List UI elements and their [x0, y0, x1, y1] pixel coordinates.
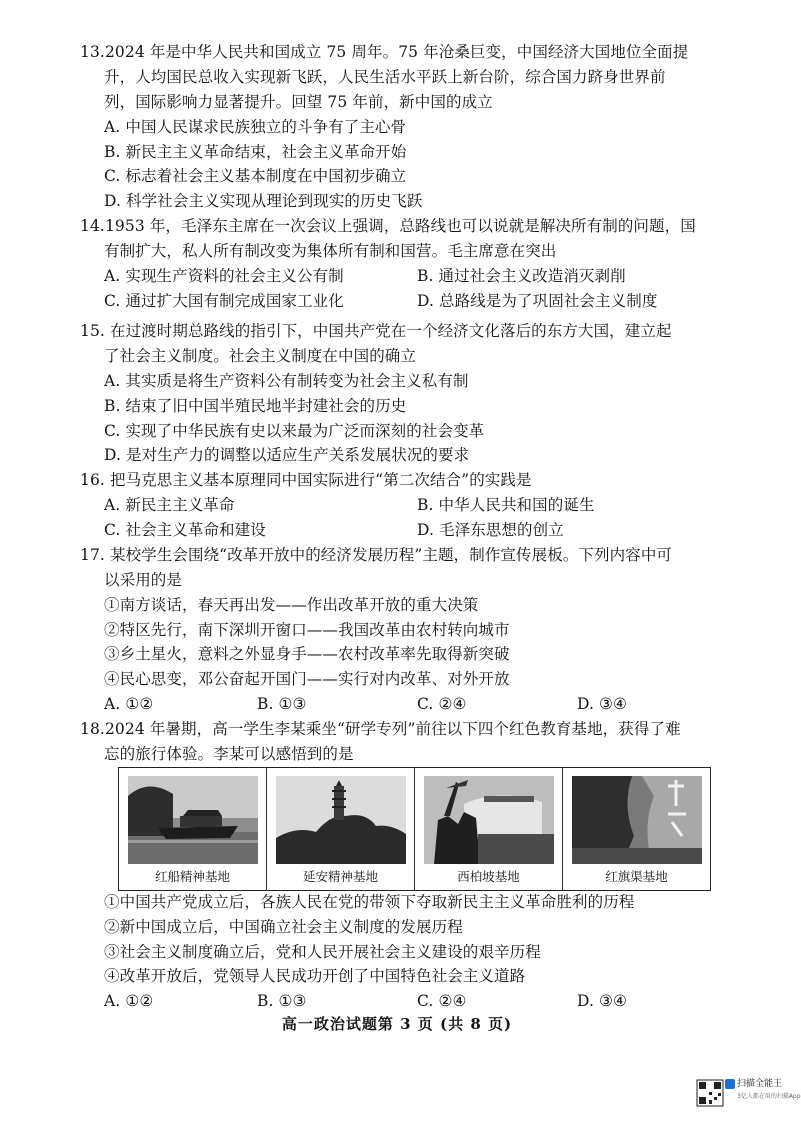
option-a: A. ①②: [104, 695, 154, 713]
photo-caption: 红船精神基地: [154, 869, 230, 884]
statement-item: ②新中国成立后，中国确立社会主义制度的发展历程: [104, 918, 463, 936]
option-b: B. 新民主主义革命结束，社会主义革命开始: [104, 143, 407, 161]
yanan-pagoda-photo-icon: [276, 776, 406, 864]
option-b: B. 中华人民共和国的诞生: [417, 496, 595, 514]
option-row: [104, 692, 704, 716]
option-d: D. ③④: [577, 695, 628, 713]
question-text: 列，国际影响力显著提升。回望 75 年前，新中国的成立: [104, 93, 493, 111]
option-c: C. 社会主义革命和建设: [104, 521, 266, 539]
option-a: A. 中国人民谋求民族独立的斗争有了主心骨: [104, 118, 407, 136]
option-d: D. ③④: [577, 992, 628, 1010]
option-c: C. 标志着社会主义基本制度在中国初步确立: [104, 167, 407, 185]
photo-red-boat: [119, 768, 267, 890]
question-text: 以采用的是: [104, 571, 183, 589]
option-c: C. 通过扩大国有制完成国家工业化: [104, 292, 344, 310]
hongqiqu-cliff-photo-icon: [572, 776, 702, 864]
option-b: B. 通过社会主义改造消灭剥削: [417, 267, 626, 285]
statement-item: ①中国共产党成立后，各族人民在党的带领下夺取新民主主义革命胜利的历程: [104, 893, 635, 911]
question-text: 了社会主义制度。社会主义制度在中国的确立: [104, 347, 417, 365]
option-c: C. ②④: [417, 992, 467, 1010]
question-text: 16. 把马克思主义基本原理同中国实际进行“第二次结合”的实践是: [80, 471, 532, 489]
option-c: C. ②④: [417, 695, 467, 713]
red-boat-photo-icon: [128, 776, 258, 864]
statement-item: ①南方谈话，春天再出发——作出改革开放的重大决策: [104, 596, 479, 614]
photo-xibaipo: [415, 768, 563, 890]
xibaipo-monument-photo-icon: [424, 776, 554, 864]
question-text: 13.2024 年是中华人民共和国成立 75 周年。75 年沧桑巨变，中国经济大国地位全面提: [80, 43, 689, 61]
statement-item: ③社会主义制度确立后，党和人民开展社会主义建设的艰辛历程: [104, 943, 541, 961]
photo-hongqiqu: [563, 768, 710, 890]
photo-yanan: [267, 768, 415, 890]
option-d: D. 毛泽东思想的创立: [417, 521, 564, 539]
statement-item: ③乡土星火，意料之外显身手——农村改革率先取得新突破: [104, 645, 510, 663]
photo-caption: 西柏坡基地: [457, 869, 520, 884]
cs-logo-icon: [725, 1079, 735, 1089]
scanner-watermark: [697, 1078, 801, 1108]
question-text: 忘的旅行体验。李某可以感悟到的是: [104, 745, 354, 763]
statement-item: ④民心思变，邓公奋起开国门——实行对内改革、对外开放: [104, 670, 510, 688]
option-b: B. 结束了旧中国半殖民地半封建社会的历史: [104, 397, 407, 415]
question-text: 15. 在过渡时期总路线的指引下，中国共产党在一个经济文化落后的东方大国，建立起: [80, 322, 672, 340]
option-d: D. 总路线是为了巩固社会主义制度: [417, 292, 658, 310]
option-c: C. 实现了中华民族有史以来最为广泛而深刻的社会变革: [104, 422, 485, 440]
statement-item: ④改革开放后，党领导人民成功开创了中国特色社会主义道路: [104, 967, 526, 985]
qr-code-icon: [697, 1080, 723, 1106]
option-d: D. 是对生产力的调整以适应生产关系发展状况的要求: [104, 446, 470, 464]
photo-caption: 红旗渠基地: [605, 869, 668, 884]
option-a: A. 新民主主义革命: [104, 496, 235, 514]
option-a: A. ①②: [104, 992, 154, 1010]
question-text: 有制扩大，私人所有制改变为集体所有制和国营。毛主席意在突出: [104, 242, 557, 260]
photo-caption: 延安精神基地: [302, 869, 378, 884]
option-b: B. ①③: [257, 992, 307, 1010]
option-a: A. 实现生产资料的社会主义公有制: [104, 267, 344, 285]
question-text: 升，人均国民总收入实现新飞跃，人民生活水平跃上新台阶，综合国力跻身世界前: [104, 68, 666, 86]
option-a: A. 其实质是将生产资料公有制转变为社会主义私有制: [104, 372, 469, 390]
option-d: D. 科学社会主义实现从理论到现实的历史飞跃: [104, 192, 423, 210]
statement-item: ②特区先行，南下深圳开窗口——我国改革由农村转向城市: [104, 621, 510, 639]
scanner-brand: 扫描全能王: [737, 1079, 783, 1089]
question-text: 17. 某校学生会围绕“改革开放中的经济发展历程”主题，制作宣传展板。下列内容中可: [80, 546, 673, 564]
option-b: B. ①③: [257, 695, 307, 713]
question-text: 18.2024 年暑期，高一学生李某乘坐“研学专列”前往以下四个红色教育基地，获得了难: [80, 720, 681, 738]
option-row: [104, 989, 704, 1013]
page-footer: 高一政治试题第 3 页 (共 8 页): [281, 1015, 513, 1033]
question-text: 14.1953 年，毛泽东主席在一次会议上强调，总路线也可以说就是解决所有制的问题，国: [80, 217, 696, 235]
photo-strip: [118, 767, 711, 891]
scanner-sub: 3亿人都在用的扫描App: [737, 1093, 801, 1100]
